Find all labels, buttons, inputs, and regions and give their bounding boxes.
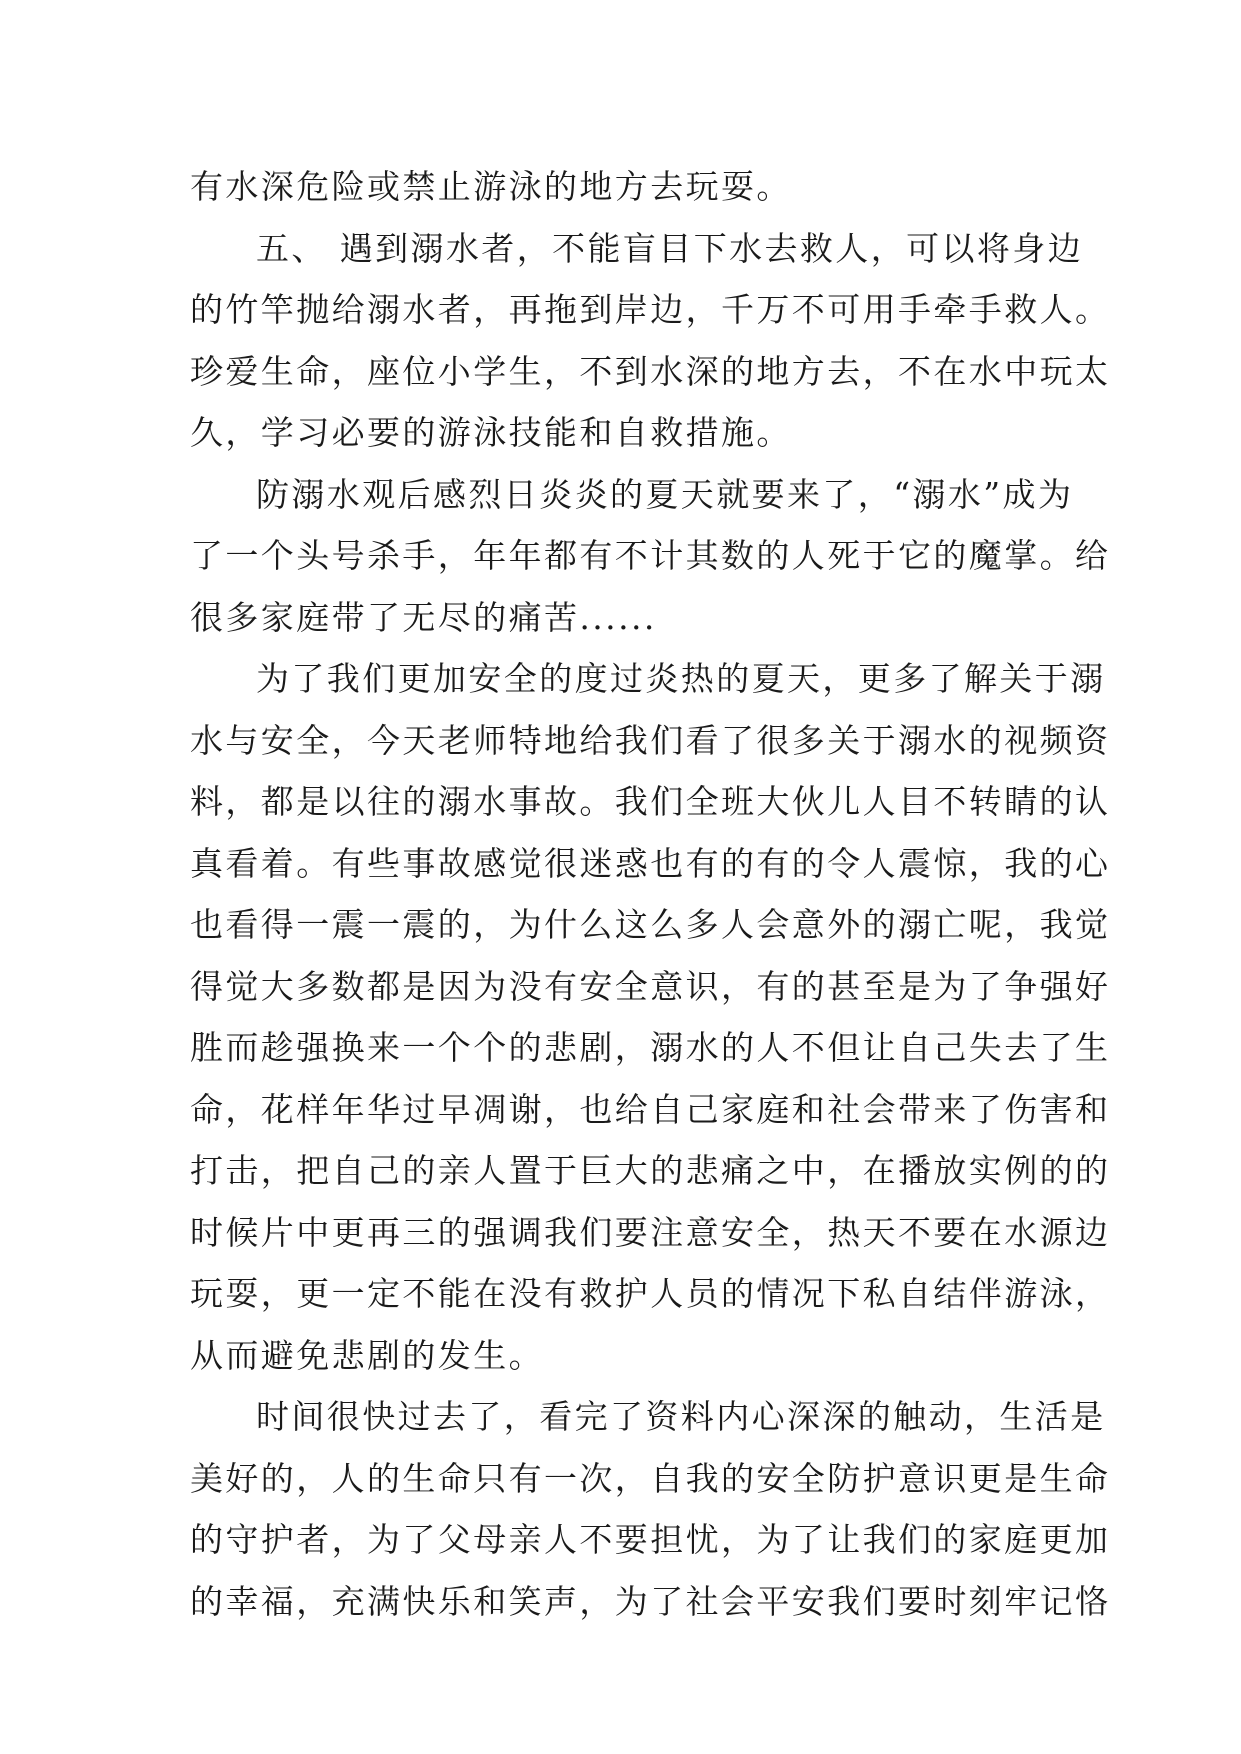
text-line: 玩耍，更一定不能在没有救护人员的情况下私自结伴游泳， [190, 1274, 1111, 1313]
text-line: 美好的，人的生命只有一次，自我的安全防护意识更是生命 [190, 1458, 1111, 1498]
text-line: 为了我们更加安全的度过炎热的夏天，更多了解关于溺 [256, 659, 1106, 698]
text-line: 水与安全，今天老师特地给我们看了很多关于溺水的视频资 [190, 720, 1111, 760]
text-line: 很多家庭带了无尽的痛苦...... [190, 597, 657, 637]
text-line: 的守护者，为了父母亲人不要担忧，为了让我们的家庭更加 [190, 1520, 1111, 1559]
text-line: 的幸福，充满快乐和笑声，为了社会平安我们要时刻牢记恪 [190, 1581, 1111, 1621]
text-line: 从而避免悲剧的发生。 [190, 1335, 544, 1375]
text-line: 五、 遇到溺水者，不能盲目下水去救人，可以将身边 [256, 228, 1084, 268]
text-line: 时间很快过去了，看完了资料内心深深的触动，生活是 [256, 1397, 1106, 1436]
text-line: 的竹竿抛给溺水者，再拖到岸边，千万不可用手牵手救人。 [190, 290, 1111, 329]
text-line: 了一个头号杀手，年年都有不计其数的人死于它的魔掌。给 [190, 536, 1111, 575]
text-line: 有水深危险或禁止游泳的地方去玩耍。 [190, 167, 792, 206]
text-line: 珍爱生命，座位小学生，不到水深的地方去，不在水中玩太 [190, 351, 1111, 391]
text-line: 真看着。有些事故感觉很迷惑也有的有的令人震惊，我的心 [190, 843, 1111, 883]
text-line: 打击，把自己的亲人置于巨大的悲痛之中，在播放实例的的 [190, 1151, 1111, 1190]
text-line: 得觉大多数都是因为没有安全意识，有的甚至是为了争强好 [190, 966, 1111, 1006]
text-line: 久，学习必要的游泳技能和自救措施。 [190, 413, 792, 452]
text-line: 也看得一震一震的，为什么这么多人会意外的溺亡呢，我觉 [190, 905, 1111, 944]
text-line: 胜而趁强换来一个个的悲剧，溺水的人不但让自己失去了生 [190, 1028, 1111, 1067]
text-line: 命，花样年华过早凋谢，也给自己家庭和社会带来了伤害和 [190, 1089, 1111, 1129]
text-line: 防溺水观后感烈日炎炎的夏天就要来了，“溺水”成为 [256, 474, 1074, 514]
text-line: 时候片中更再三的强调我们要注意安全，热天不要在水源边 [190, 1212, 1111, 1252]
body-text [190, 156, 1111, 1632]
text-line: 料，都是以往的溺水事故。我们全班大伙儿人目不转睛的认 [190, 782, 1111, 821]
